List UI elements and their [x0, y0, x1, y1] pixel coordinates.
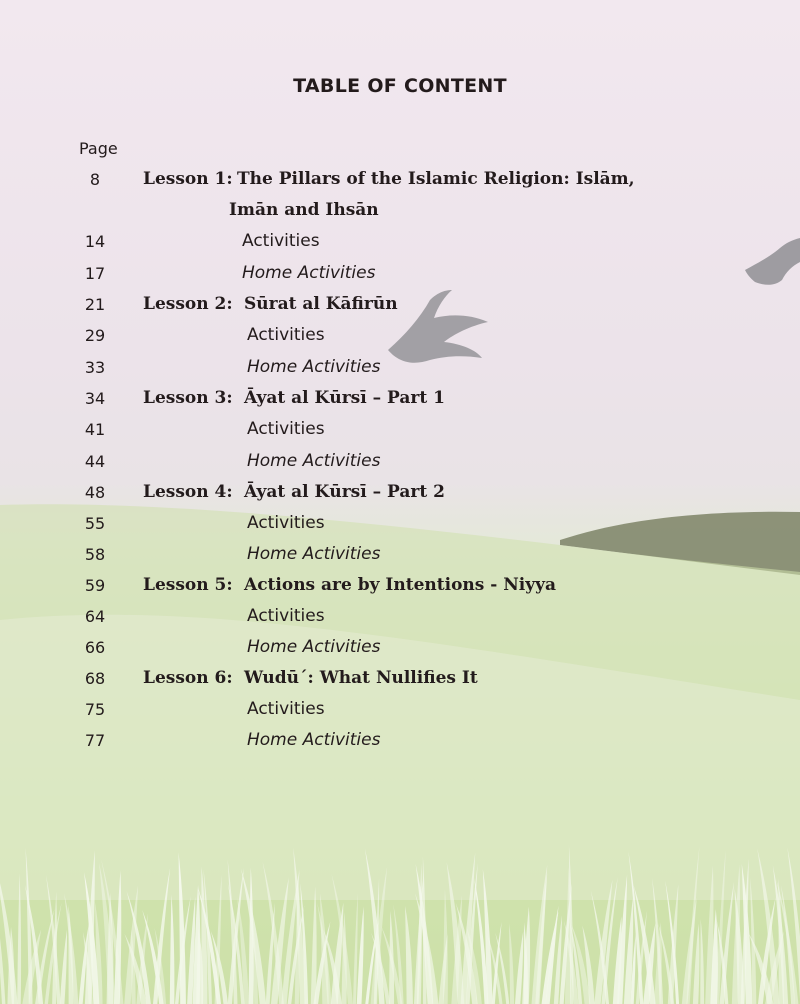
- page-number: 59: [84, 576, 106, 595]
- page-number: 77: [84, 731, 106, 750]
- page-number: 21: [84, 295, 106, 314]
- page-number: 58: [84, 545, 106, 564]
- lesson-title-continued: Imān and Ihsān: [229, 200, 379, 220]
- home-activities-label: Home Activities: [247, 544, 381, 564]
- activities-label: Activities: [247, 699, 325, 719]
- activities-label: Activities: [247, 606, 325, 626]
- lesson-label: Lesson 6:: [143, 668, 233, 688]
- page-number: 48: [84, 483, 106, 502]
- home-activities-label: Home Activities: [247, 451, 381, 471]
- home-activities-label: Home Activities: [247, 357, 381, 377]
- lesson-label: Lesson 3:: [143, 388, 233, 408]
- page-column-label: Page: [79, 139, 118, 158]
- activities-label: Activities: [242, 231, 320, 251]
- home-activities-label: Home Activities: [242, 263, 376, 283]
- page-number: 41: [84, 420, 106, 439]
- page-number: 66: [84, 638, 106, 657]
- lesson-label: Lesson 2:: [143, 294, 233, 314]
- lesson-label: Lesson 5:: [143, 575, 233, 595]
- page-number: 55: [84, 514, 106, 533]
- lesson-title: Āyat al Kūrsī – Part 2: [244, 482, 445, 502]
- page-number: 68: [84, 669, 106, 688]
- lesson-title: The Pillars of the Islamic Religion: Islām,: [237, 169, 635, 189]
- page-number: 29: [84, 326, 106, 345]
- lesson-title: Sūrat al Kāfirūn: [244, 294, 398, 314]
- home-activities-label: Home Activities: [247, 730, 381, 750]
- lesson-label: Lesson 1:: [143, 169, 233, 189]
- page-number: 44: [84, 452, 106, 471]
- page-number: 17: [84, 264, 106, 283]
- lesson-title: Wudū´: What Nullifies It: [244, 668, 478, 688]
- page-number: 34: [84, 389, 106, 408]
- lesson-title: Actions are by Intentions - Niyya: [244, 575, 557, 595]
- activities-label: Activities: [247, 513, 325, 533]
- page-title: TABLE OF CONTENT: [293, 75, 507, 97]
- lesson-label: Lesson 4:: [143, 482, 233, 502]
- page-number: 33: [84, 358, 106, 377]
- home-activities-label: Home Activities: [247, 637, 381, 657]
- activities-label: Activities: [247, 325, 325, 345]
- page-number: 75: [84, 700, 106, 719]
- page-number: 8: [89, 170, 101, 189]
- activities-label: Activities: [247, 419, 325, 439]
- page-number: 14: [84, 232, 106, 251]
- page-number: 64: [84, 607, 106, 626]
- lesson-title: Āyat al Kūrsī – Part 1: [244, 388, 445, 408]
